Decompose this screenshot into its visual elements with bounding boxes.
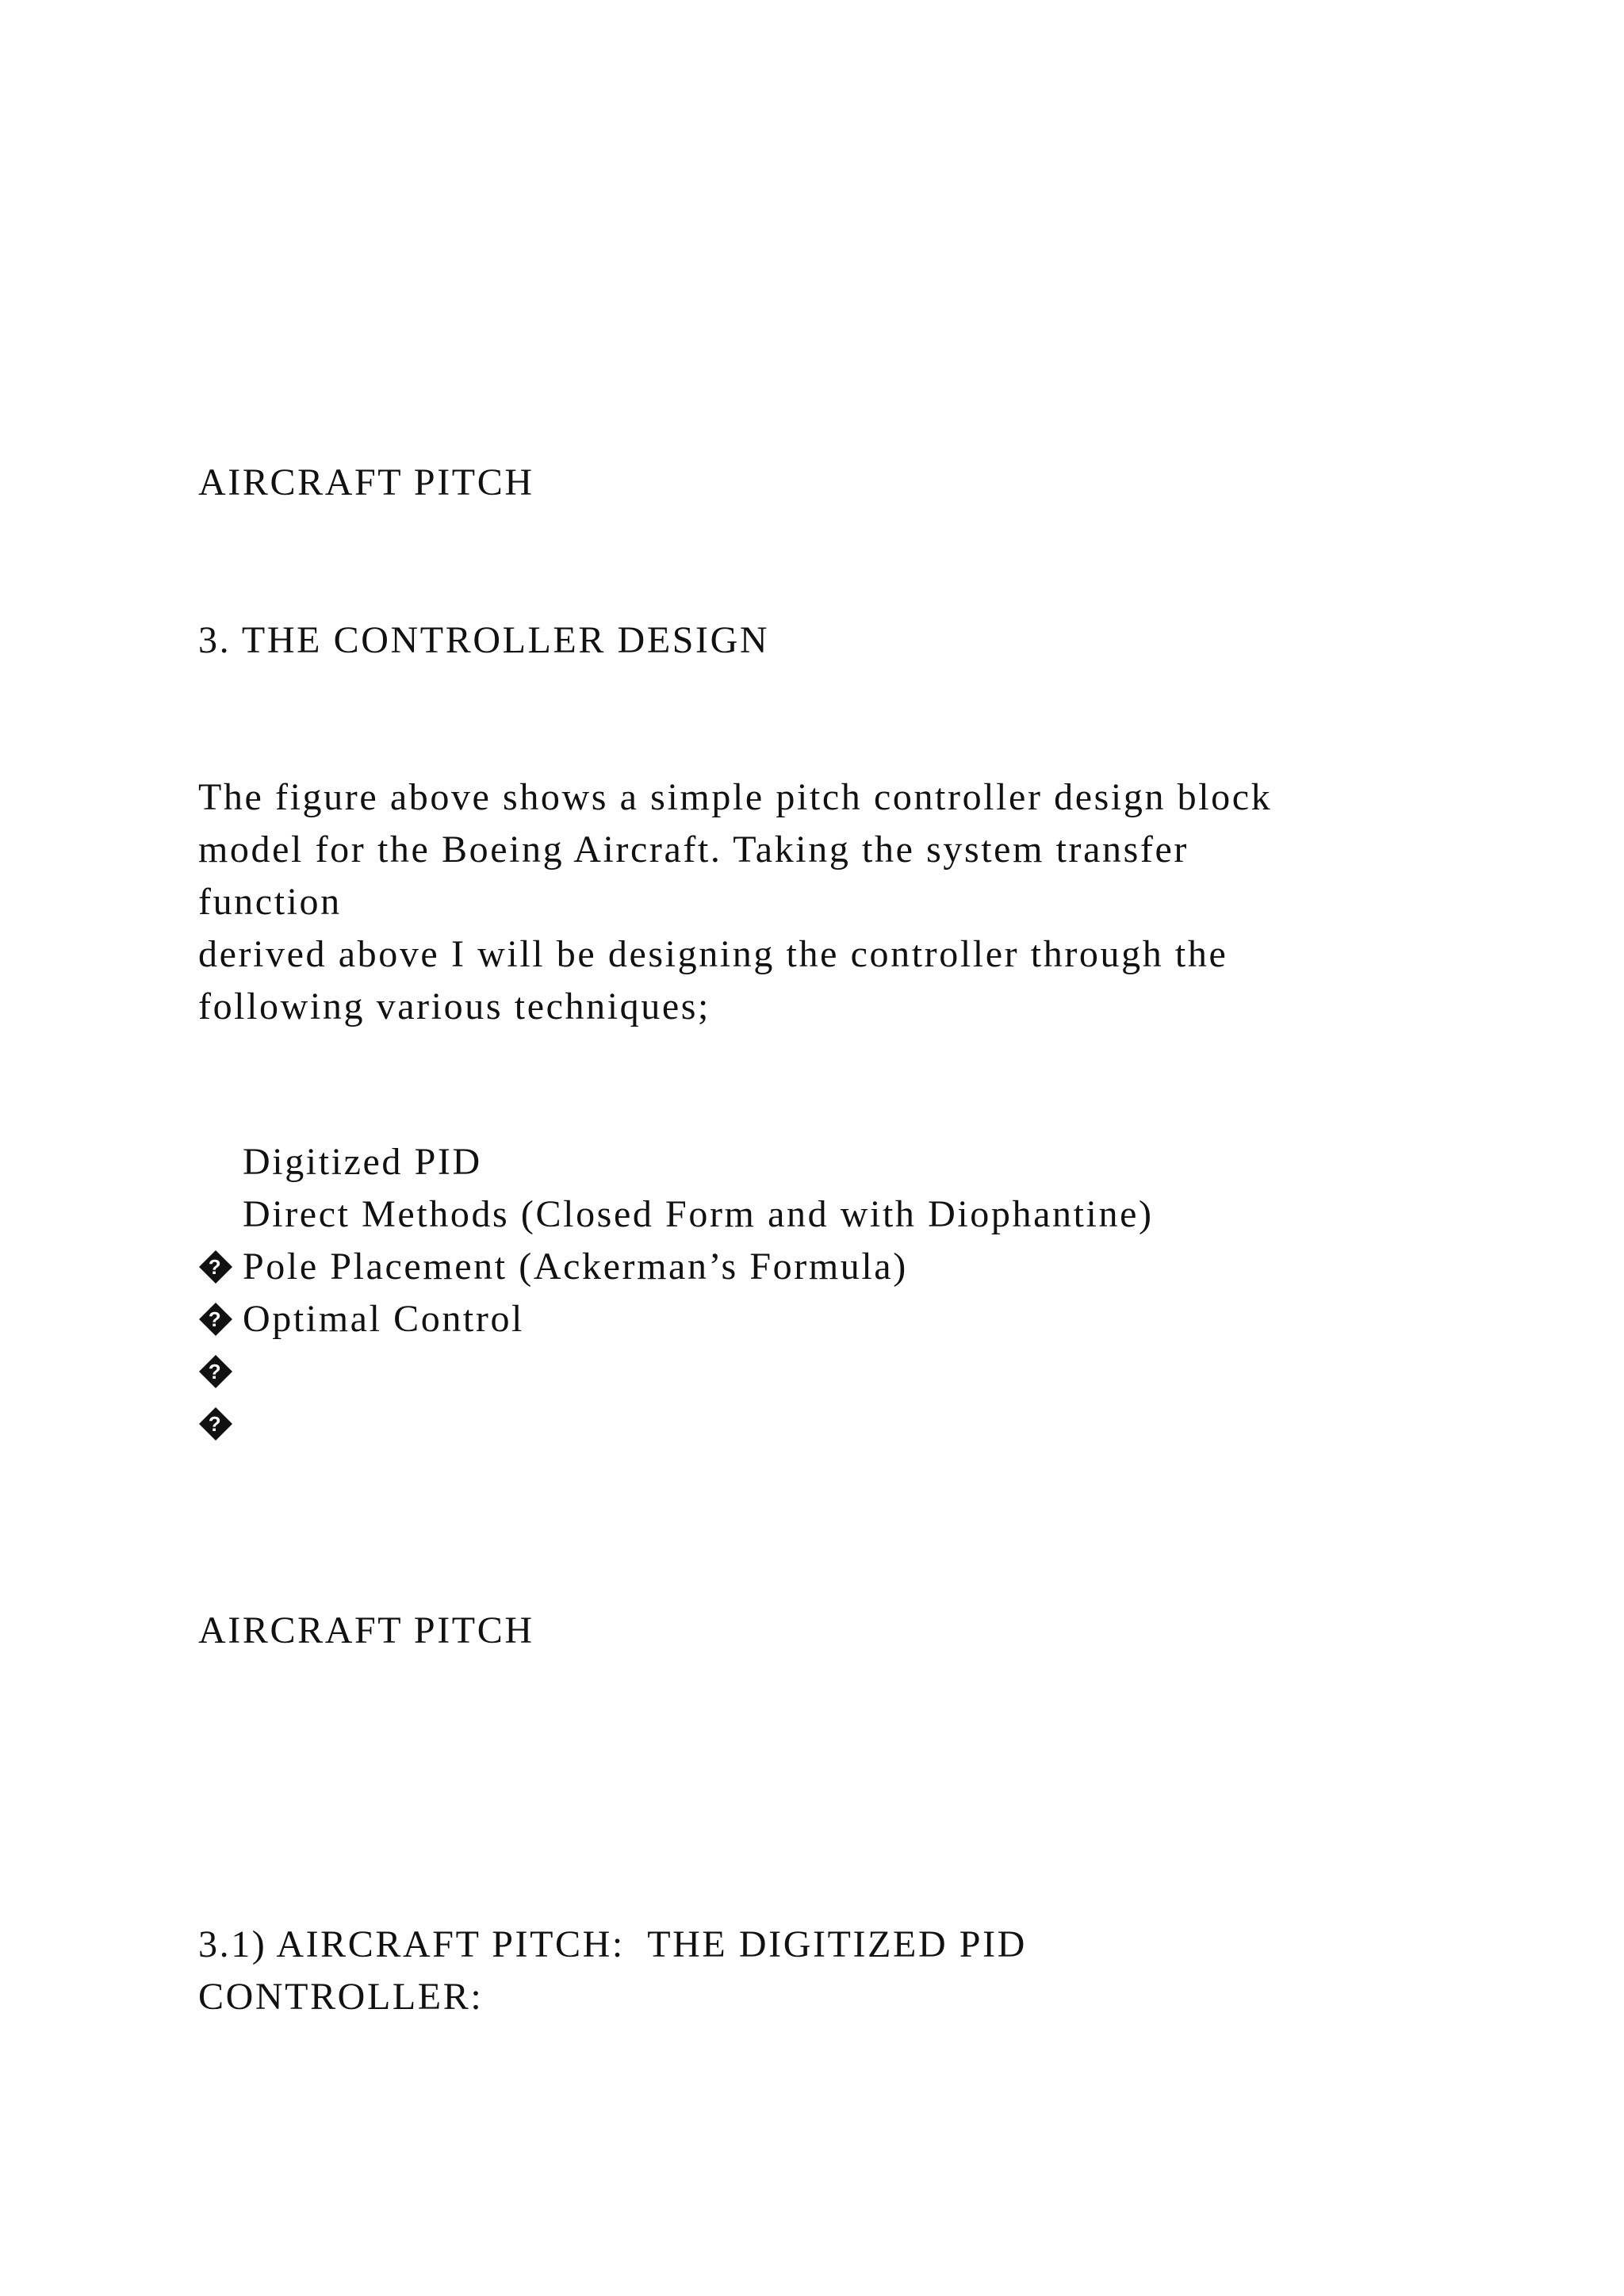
paragraph-line: model for the Boeing Aircraft. Taking the system transfer	[198, 828, 1189, 871]
paragraph-line: The figure above shows a simple pitch controller design block	[198, 776, 1273, 818]
svg-text:?: ?	[208, 1412, 224, 1436]
list-item	[198, 1293, 524, 1436]
replacement-character-icon	[198, 1145, 233, 1279]
replacement-character-icon	[198, 1249, 233, 1383]
svg-text:?: ?	[208, 1255, 224, 1279]
list-item-label: Digitized PID	[243, 1141, 482, 1183]
running-header: AIRCRAFT PITCH	[198, 461, 534, 503]
list-item-label: Optimal Control	[243, 1298, 524, 1340]
paragraph-line: derived above I will be designing the controller through the	[198, 933, 1228, 975]
list-item-label: Direct Methods (Closed Form and with Diophantine)	[243, 1193, 1154, 1235]
replacement-character-icon	[198, 1197, 233, 1331]
replacement-character-icon	[198, 1302, 233, 1436]
svg-text:?: ?	[208, 1307, 224, 1331]
paragraph-line: following various techniques;	[198, 985, 710, 1027]
paragraph-line: function	[198, 881, 342, 923]
subsection-heading-line: 3.1) AIRCRAFT PITCH: THE DIGITIZED PID	[198, 1923, 1027, 1965]
list-item	[198, 1136, 482, 1279]
section-heading: 3. THE CONTROLLER DESIGN	[198, 619, 770, 661]
running-header: AIRCRAFT PITCH	[198, 1609, 534, 1651]
subsection-heading-line: CONTROLLER:	[198, 1976, 484, 2018]
svg-text:?: ?	[208, 1360, 224, 1383]
list-item-label: Pole Placement (Ackerman’s Formula)	[243, 1246, 908, 1288]
